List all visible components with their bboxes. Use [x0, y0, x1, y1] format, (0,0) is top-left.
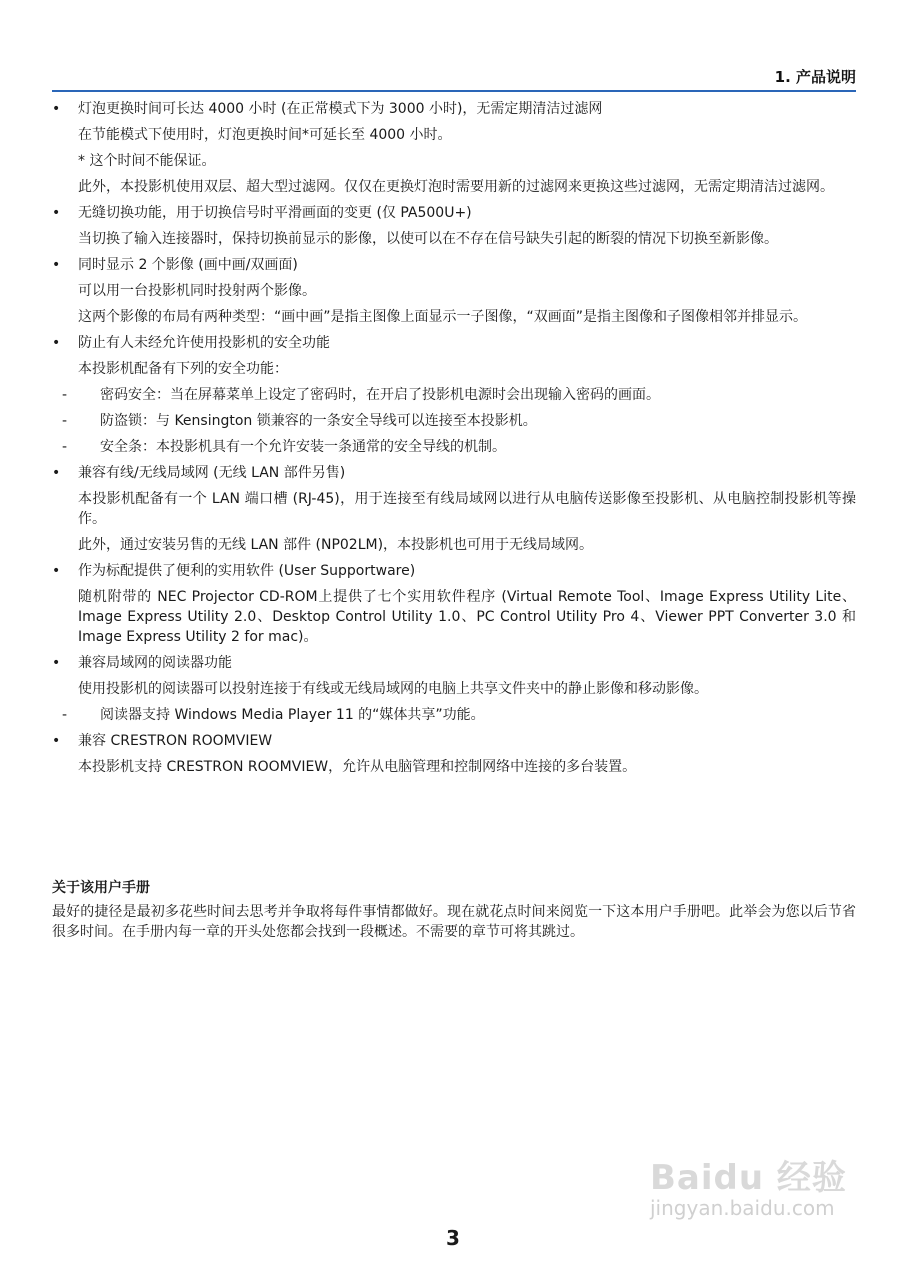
feature-paragraph: 此外，本投影机使用双层、超大型过滤网。仅仅在更换灯泡时需要用新的过滤网来更换这些过滤网，无需定期清洁过滤网。: [78, 179, 834, 195]
feature-item: [52, 333, 856, 457]
feature-paragraph: 此外，通过安装另售的无线 LAN 部件 (NP02LM)，本投影机也可用于无线局域网。: [78, 537, 594, 553]
bullet-icon: •: [52, 655, 61, 671]
bullet-icon: •: [52, 101, 61, 117]
watermark-logo: Baidu 经验: [650, 1158, 847, 1198]
dash-item: [52, 385, 856, 405]
dash-text: 密码安全：当在屏幕菜单上设定了密码时，在开启了投影机电源时会出现输入密码的画面。: [100, 387, 660, 403]
feature-list: [52, 99, 856, 777]
feature-paragraph: 使用投影机的阅读器可以投射连接于有线或无线局域网的电脑上共享文件夹中的静止影像和移动影像。: [78, 681, 708, 697]
feature-item: [52, 653, 856, 725]
feature-paragraph: 这两个影像的布局有两种类型：“画中画”是指主图像上面显示一子图像，“双画面”是指主图像和子图像相邻并排显示。: [78, 309, 808, 325]
feature-paragraph: 在节能模式下使用时，灯泡更换时间*可延长至 4000 小时。: [78, 127, 452, 143]
feature-item: [52, 99, 856, 197]
dash-item: [52, 705, 856, 725]
dash-icon: -: [62, 707, 68, 723]
bullet-icon: •: [52, 733, 61, 749]
bullet-icon: •: [52, 257, 61, 273]
page-number: 3: [446, 1226, 460, 1250]
dash-icon: -: [62, 439, 68, 455]
feature-title: 灯泡更换时间可长达 4000 小时 (在正常模式下为 3000 小时)，无需定期清洁过滤网: [78, 101, 603, 117]
feature-paragraph: 可以用一台投影机同时投射两个影像。: [78, 283, 316, 299]
section-heading: 关于该用户手册: [52, 880, 150, 896]
dash-text: 阅读器支持 Windows Media Player 11 的“媒体共享”功能。: [100, 707, 485, 723]
chapter-title: 1. 产品说明: [774, 68, 856, 86]
feature-title: 兼容 CRESTRON ROOMVIEW: [78, 733, 273, 749]
feature-paragraph: 当切换了输入连接器时，保持切换前显示的影像，以使可以在不存在信号缺失引起的断裂的情况下切换至新影像。: [78, 231, 778, 247]
feature-title: 兼容有线/无线局域网 (无线 LAN 部件另售): [78, 465, 346, 481]
dash-icon: -: [62, 387, 68, 403]
section-paragraph: 最好的捷径是最初多花些时间去思考并争取将每件事情都做好。现在就花点时间来阅览一下这本用户手册吧。此举会为您以后节省很多时间。在手册内每一章的开头处您都会找到一段概述。不需要的章节可将其跳过。: [52, 904, 856, 940]
dash-text: 安全条：本投影机具有一个允许安装一条通常的安全导线的机制。: [100, 439, 506, 455]
feature-item: [52, 561, 856, 647]
feature-paragraph: 随机附带的 NEC Projector CD-ROM上提供了七个实用软件程序 (Virtual Remote Tool、Image Express Utility Lite、Image Express Utility 2.0、Desktop Control Utility 1.0、PC Control Utility Pro 4、Viewer PPT Converter 3.0 和 Image Express Utility 2 for mac)。: [78, 589, 856, 645]
feature-title: 防止有人未经允许使用投影机的安全功能: [78, 335, 330, 351]
feature-paragraph: 本投影机配备有一个 LAN 端口槽 (RJ-45)，用于连接至有线局域网以进行从电脑传送影像至投影机、从电脑控制投影机等操作。: [78, 491, 856, 527]
bullet-icon: •: [52, 465, 61, 481]
dash-item: [52, 437, 856, 457]
bullet-icon: •: [52, 563, 61, 579]
feature-title: 作为标配提供了便利的实用软件 (User Supportware): [78, 563, 416, 579]
feature-item: [52, 255, 856, 327]
header-divider: [52, 90, 856, 92]
bullet-icon: •: [52, 205, 61, 221]
dash-text: 防盗锁：与 Kensington 锁兼容的一条安全导线可以连接至本投影机。: [100, 413, 537, 429]
feature-item: [52, 203, 856, 249]
feature-title: 同时显示 2 个影像 (画中画/双画面): [78, 257, 298, 273]
feature-item: [52, 731, 856, 777]
feature-paragraph: * 这个时间不能保证。: [78, 153, 216, 169]
bullet-icon: •: [52, 335, 61, 351]
feature-paragraph: 本投影机配备有下列的安全功能：: [78, 361, 288, 377]
feature-title: 兼容局域网的阅读器功能: [78, 655, 232, 671]
watermark-url: jingyan.baidu.com: [650, 1196, 835, 1220]
feature-paragraph: 本投影机支持 CRESTRON ROOMVIEW，允许从电脑管理和控制网络中连接的多台装置。: [78, 759, 637, 775]
feature-item: [52, 463, 856, 555]
feature-title: 无缝切换功能，用于切换信号时平滑画面的变更 (仅 PA500U+): [78, 205, 472, 221]
dash-item: [52, 411, 856, 431]
dash-icon: -: [62, 413, 68, 429]
